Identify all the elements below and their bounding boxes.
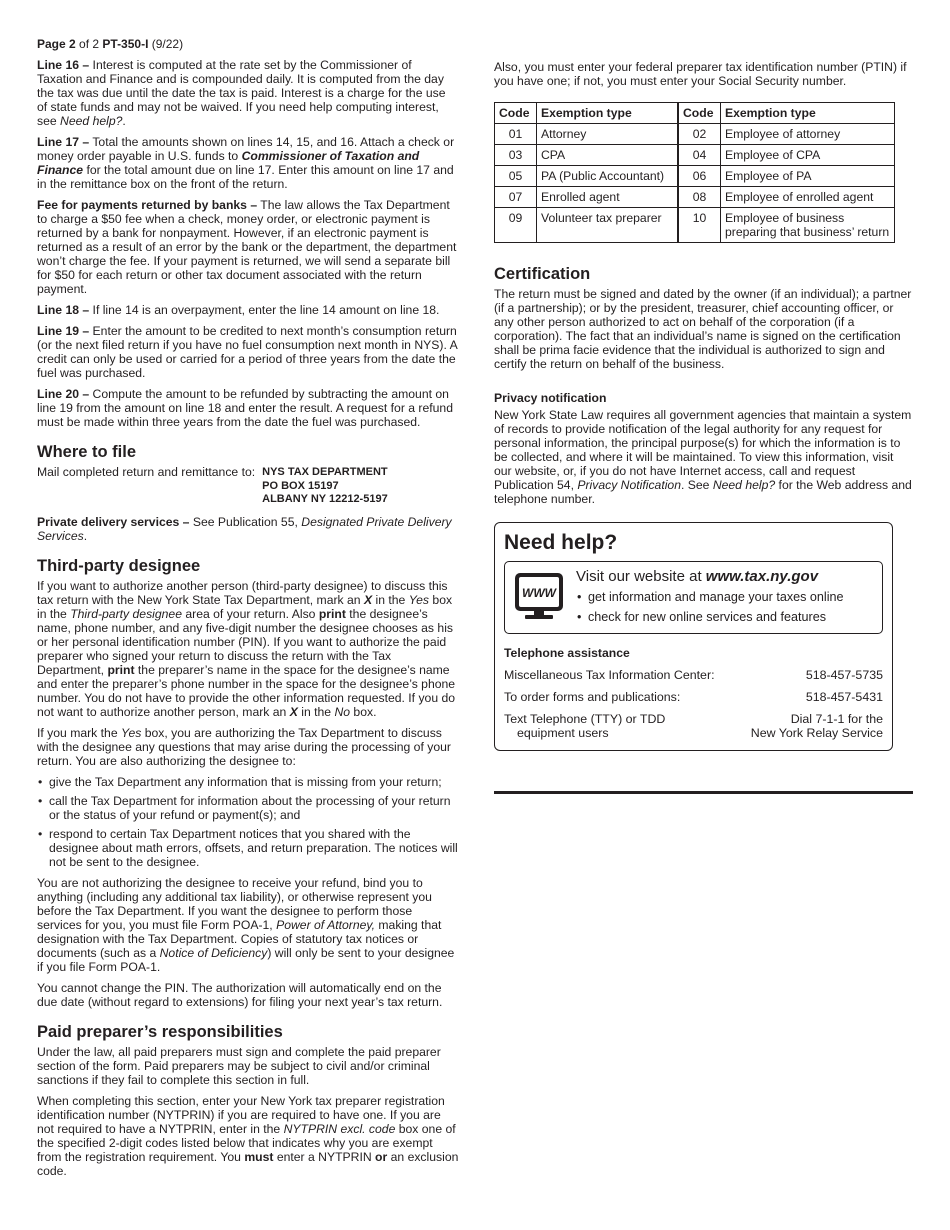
visit-label: Visit our website at — [576, 568, 706, 585]
line18-label: Line 18 – — [37, 303, 90, 317]
d-p3a: You are not authorizing the designee to receive your refund, bind you to anything (including any additional tax liability), or otherwise represent you before the Tax Department. If you want the designee to perform those services for you, you must file Form POA-1, — [37, 875, 432, 932]
table-cell: Attorney — [537, 124, 679, 145]
tty-value-2: New York Relay Service — [750, 726, 883, 740]
list-item: • respond to certain Tax Department notices that you shared with the designee about math errors, offsets, and return preparation. The notices will not be sent to the designee. — [37, 827, 459, 869]
pp-must: must — [244, 1149, 274, 1164]
d-p1a: If you want to authorize another person (third-party designee) to discuss this tax return with the New York State Tax Department, mark an — [37, 578, 448, 607]
right-column — [494, 60, 912, 751]
address-line-2: PO BOX 15197 — [262, 479, 339, 492]
website-text — [576, 568, 844, 625]
pds-text: See Publication 55, — [189, 514, 302, 529]
left-column — [37, 37, 459, 1185]
mail-label: Mail completed return and remittance to: — [37, 465, 256, 479]
d-p1h: box. — [350, 704, 377, 719]
tty-value — [751, 712, 883, 740]
privacy-heading: Privacy notification — [494, 391, 607, 405]
line16-text: Interest is computed at the rate set by the Commissioner of Taxation and Finance and is compounded daily. It is computed from the day the tax was due until the date the tax is paid. Interest is a charge for the use of state funds and may not be waived. If you need help computing interest, see — [37, 58, 446, 128]
phone-label: Miscellaneous Tax Information Center: — [504, 668, 715, 682]
table-cell: 08 — [678, 187, 721, 208]
pp-p2c: enter a NYTPRIN — [273, 1149, 376, 1164]
certification-text: The return must be signed and dated by the owner (if an individual); a partner (if a partnership); or by the president, treasurer, chief accounting officer, or any other person authorized to act on behalf of the corporation (if a corporation). The fact that an individual’s name is signed on the certification shall be prima facie evidence that the individual is authorized to sign and certify the return on behalf of the business. — [494, 287, 912, 371]
payee-name: Commissioner of Taxation and Finance — [37, 149, 420, 177]
pds-end: . — [83, 528, 88, 543]
table-cell: 03 — [495, 145, 537, 166]
website-link[interactable]: www.tax.ny.gov — [705, 568, 819, 585]
col-header-exemption: Exemption type — [721, 103, 895, 124]
phone-number: 518-457-5735 — [805, 668, 883, 682]
designee-p2 — [37, 726, 459, 768]
d-p1c: box in the — [37, 592, 453, 621]
tty-label-1: Text Telephone (TTY) or TDD — [504, 712, 666, 726]
line16-label: Line 16 – — [37, 58, 90, 72]
exemption-code-table — [494, 102, 895, 243]
table-row — [495, 208, 895, 243]
table-row — [495, 145, 895, 166]
phone-number: 518-457-5431 — [805, 690, 883, 704]
website-box — [504, 561, 883, 634]
table-cell: Employee of CPA — [721, 145, 895, 166]
privacy-text — [494, 408, 912, 506]
line17-text2: for the total amount due on line 17. Enter this amount on line 17 and in the remittance box on the front of the return. — [37, 163, 454, 191]
d-print2: print — [107, 662, 135, 677]
designee-p4: You cannot change the PIN. The authorization will automatically end on the due date (without regard to extensions) for filing your next year’s tax return. — [37, 980, 443, 1009]
table-cell: CPA — [537, 145, 679, 166]
form-revision: (9/22) — [148, 37, 184, 51]
list-item: • get information and manage your taxes online — [576, 590, 844, 605]
col-header-exemption: Exemption type — [537, 103, 679, 124]
fee-label: Fee for payments returned by banks – — [37, 198, 258, 212]
d-p3b: making that designation with the Tax Department. Copies of statutory tax notices or documents (such as a — [37, 917, 442, 960]
tty-value-1: Dial 7-1-1 for the — [790, 712, 883, 726]
pds-label: Private delivery services – — [37, 514, 190, 529]
col-header-code: Code — [495, 103, 537, 124]
d-no: No — [334, 704, 351, 719]
website-line — [576, 568, 844, 585]
table-cell: Volunteer tax preparer — [537, 208, 679, 243]
privacy-pub: Privacy Notification — [577, 478, 681, 492]
pds-publication: Designated Private Delivery Services — [37, 514, 452, 543]
line19-paragraph — [37, 324, 459, 380]
table-row — [495, 187, 895, 208]
col-header-code: Code — [678, 103, 721, 124]
pp-p2b: box one of the specified 2-digit codes listed below that indicates why you are exempt from the registration requirement. You — [37, 1121, 456, 1164]
d-p1b: in the — [372, 592, 409, 607]
pp-p2d: an exclusion code. — [37, 1149, 459, 1178]
d-x: X — [363, 592, 373, 607]
fee-text: The law allows the Tax Department to charge a $50 fee when a check, money order, or electronic payment is returned by a bank for nonpayment. However, if an electronic payment is returned as a result of an error by the bank or the department, the department won’t charge the fee. If your payment is returned, we will send a separate bill for $50 for each return or other tax document associated with the return payment. — [37, 198, 457, 296]
fee-paragraph — [37, 198, 459, 296]
list-item: • call the Tax Department for information about the processing of your return or the status of your refund or payment(s); and — [37, 794, 459, 822]
line17-label: Line 17 – — [37, 135, 90, 149]
d-print: print — [318, 606, 346, 621]
need-help-box — [494, 522, 893, 751]
www-monitor-icon — [513, 568, 567, 625]
privacy-need-help: Need help? — [712, 478, 776, 492]
pp-nytprin-box: NYTPRIN excl. code — [283, 1121, 396, 1136]
table-cell: 02 — [678, 124, 721, 145]
d-nod: Notice of Deficiency — [159, 945, 268, 960]
tty-label — [504, 712, 665, 740]
www-icon-text: WWW — [522, 586, 556, 600]
tty-row — [504, 712, 883, 740]
d-p1g: in the — [297, 704, 335, 719]
privacy-c: for the Web address and telephone number. — [494, 478, 912, 506]
d-x2: X — [289, 704, 298, 719]
privacy-b: . See — [680, 478, 713, 492]
d-area: Third-party designee — [70, 606, 182, 621]
line18-text: If line 14 is an overpayment, enter the line 14 amount on line 18. — [89, 303, 440, 317]
need-help-title: Need help? — [504, 531, 618, 554]
line16-end: . — [122, 114, 126, 128]
line19-text: Enter the amount to be credited to next month’s consumption return (or the next filed return if you have no fuel consumption next month in NYS). A credit can only be used or carried for a period of three years from the date the fuel was purchased. — [37, 324, 458, 380]
website-bullets — [576, 590, 844, 625]
d-p2a: If you mark the — [37, 725, 121, 740]
d-p3c: ) will only be sent to your designee if you file Form POA-1. — [37, 945, 455, 974]
line18-paragraph — [37, 303, 459, 317]
list-item: • check for new online services and features — [576, 610, 844, 625]
table-cell: 04 — [678, 145, 721, 166]
where-to-file-heading: Where to file — [37, 443, 137, 461]
table-cell: Employee of PA — [721, 166, 895, 187]
phone-label: To order forms and publications: — [504, 690, 681, 704]
table-cell: Employee of enrolled agent — [721, 187, 895, 208]
privacy-a: New York State Law requires all government agencies that maintain a system of records to provide notification of the legal authority for any request for personal information, the principal purpose(s) for which the information is to be collected, and where it will be maintained. To view this information, visit our website, or, if you do not have Internet access, call and request Publication 54, — [494, 408, 912, 492]
address-line-1: NYS TAX DEPARTMENT — [262, 466, 388, 478]
line17-text1: Total the amounts shown on lines 14, 15, and 16. Attach a check or money order payable in U.S. funds to — [37, 135, 455, 163]
pp-or: or — [375, 1149, 388, 1164]
bottom-rule — [494, 791, 913, 794]
page-of: of 2 — [75, 37, 103, 51]
designee-p3 — [37, 876, 459, 974]
designee-p1 — [37, 579, 459, 719]
telephone-heading: Telephone assistance — [504, 646, 630, 660]
table-cell: 01 — [495, 124, 537, 145]
form-id: PT-350-I — [102, 37, 149, 51]
need-help-ref: Need help? — [60, 114, 123, 128]
phone-row — [504, 690, 883, 704]
page-header — [37, 37, 459, 51]
table-cell: 05 — [495, 166, 537, 187]
line20-label: Line 20 – — [37, 387, 90, 401]
table-cell: PA (Public Accountant) — [537, 166, 679, 187]
line19-label: Line 19 – — [37, 324, 90, 338]
page-number: Page 2 — [37, 37, 76, 51]
table-row — [495, 124, 895, 145]
mail-row — [37, 465, 459, 507]
mailing-address — [262, 465, 388, 507]
d-p1f: the preparer’s name in the space for the designee’s name and enter the preparer’s phone number in the space for the designee’s phone number. You do not have to provide the other information requested. If you do not want to authorize another person, mark an — [37, 662, 456, 719]
d-yes: Yes — [408, 592, 430, 607]
table-cell: 06 — [678, 166, 721, 187]
pp-p2a: When completing this section, enter your New York tax preparer registration identification number (NYTPRIN) if you are required to have one. If you are not required to have a NYTPRIN, enter in the — [37, 1093, 445, 1136]
table-cell: 07 — [495, 187, 537, 208]
preparer-p2 — [37, 1094, 459, 1178]
d-p2b: box, you are authorizing the Tax Department to discuss with the designee any questions that may arise during the processing of your return. You are also authorizing the designee to: — [37, 725, 451, 768]
designee-bullets — [37, 775, 459, 869]
address-line-3: ALBANY NY 12212-5197 — [262, 493, 388, 505]
table-cell: Employee of attorney — [721, 124, 895, 145]
line20-paragraph — [37, 387, 459, 429]
preparer-p1: Under the law, all paid preparers must sign and complete the paid preparer section of the form. Paid preparers may be subject to civil and/or criminal sanctions if they fail to complete this section in full. — [37, 1044, 441, 1087]
list-item: • give the Tax Department any information that is missing from your return; — [37, 775, 459, 789]
preparer-heading: Paid preparer’s responsibilities — [37, 1022, 283, 1041]
table-cell: Enrolled agent — [537, 187, 679, 208]
d-p2yes: Yes — [121, 725, 142, 740]
tty-label-2: equipment users — [517, 726, 609, 740]
line16-paragraph — [37, 58, 459, 128]
private-delivery-paragraph — [37, 515, 459, 543]
table-cell: 10 — [678, 208, 721, 243]
table-row — [495, 166, 895, 187]
d-p1e: the designee’s name, phone number, and any five-digit number the designee chooses as his or her personal identification number (PIN). If you want to authorize the paid preparer who signed your return to discuss the return with the Tax Department, — [37, 606, 453, 677]
phone-row — [504, 668, 883, 682]
certification-heading: Certification — [494, 265, 591, 283]
table-header-row — [495, 103, 895, 124]
designee-heading: Third-party designee — [37, 556, 201, 575]
line20-text: Compute the amount to be refunded by subtracting the amount on line 19 from the amount on line 18 and enter the result. A request for a refund must be made within three years from the date the fuel was purchased. — [37, 387, 453, 429]
d-poa: Power of Attorney, — [276, 917, 375, 932]
table-cell: 09 — [495, 208, 537, 243]
d-p1d: area of your return. Also — [181, 606, 319, 621]
ptin-paragraph: Also, you must enter your federal preparer tax identification number (PTIN) if you have one; if not, you must enter your Social Security number. — [494, 60, 907, 88]
line17-paragraph — [37, 135, 459, 191]
table-cell: Employee of business preparing that business’ return — [721, 208, 895, 243]
